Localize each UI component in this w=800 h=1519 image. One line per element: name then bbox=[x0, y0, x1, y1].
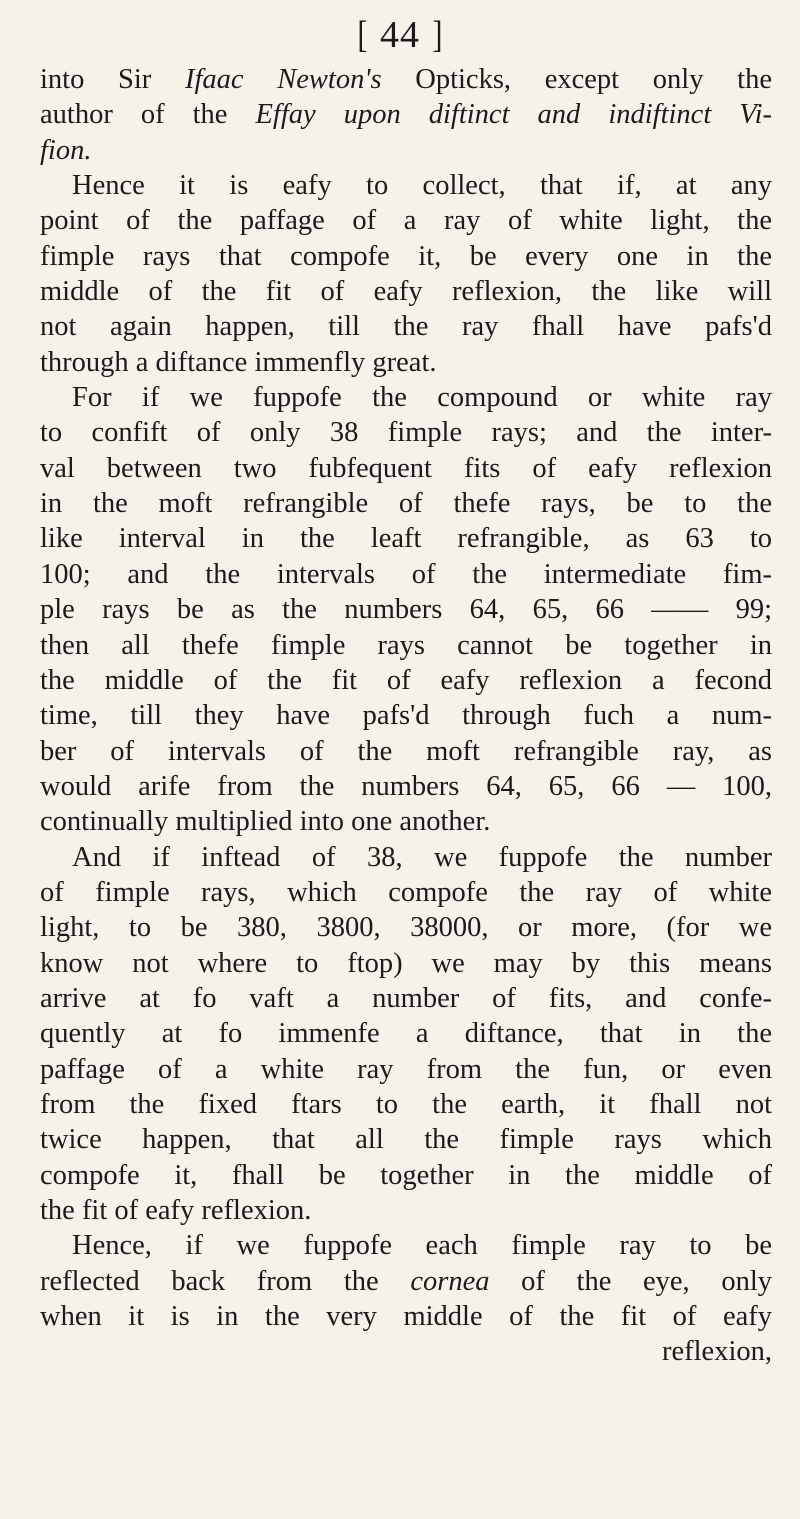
text-line: author of the Effay upon diftinct and indiftinct Vi- bbox=[40, 99, 772, 131]
text-line: 100; and the intervals of the intermediate fim- bbox=[40, 558, 772, 590]
text-line: of fimple rays, which compofe the ray of white bbox=[40, 876, 772, 908]
text-line: through a diftance immenfly great. bbox=[40, 346, 437, 378]
text-line: arrive at fo vaft a number of fits, and confe- bbox=[40, 982, 772, 1014]
text-line: Hence, if we fuppofe each fimple ray to be bbox=[72, 1230, 772, 1262]
text-line: middle of the fit of eafy reflexion, the like will bbox=[40, 276, 772, 308]
text-line: light, to be 380, 3800, 38000, or more, (for we bbox=[40, 912, 772, 944]
text-line: ple rays be as the numbers 64, 65, 66 —— 99; bbox=[40, 594, 772, 626]
text-line: fimple rays that compofe it, be every one in the bbox=[40, 240, 772, 272]
page-number bbox=[0, 12, 800, 58]
text-line: from the fixed ftars to the earth, it fhall not bbox=[40, 1088, 772, 1120]
text-line: For if we fuppofe the compound or white ray bbox=[72, 382, 772, 414]
text-line: in the moft refrangible of thefe rays, be to the bbox=[40, 488, 772, 520]
left-bracket: [ bbox=[357, 14, 369, 56]
text-line: to confift of only 38 fimple rays; and the inter- bbox=[40, 417, 772, 449]
text-line: twice happen, that all the fimple rays which bbox=[40, 1124, 772, 1156]
text-line: time, till they have pafs'd through fuch a num- bbox=[40, 700, 772, 732]
text-line: paffage of a white ray from the fun, or even bbox=[40, 1053, 772, 1085]
right-bracket: ] bbox=[431, 14, 443, 56]
text-line: continually multiplied into one another. bbox=[40, 806, 491, 838]
text-line: And if inftead of 38, we fuppofe the number bbox=[72, 841, 772, 873]
text-line: point of the paffage of a ray of white light, the bbox=[40, 205, 772, 237]
text-line: reflected back from the cornea of the eye, only bbox=[40, 1265, 772, 1297]
text-line: val between two fubfequent fits of eafy reflexion bbox=[40, 452, 772, 484]
text-line: then all thefe fimple rays cannot be together in bbox=[40, 629, 772, 661]
text-line: the middle of the fit of eafy reflexion a fecond bbox=[40, 664, 772, 696]
text-line: the fit of eafy reflexion. bbox=[40, 1195, 312, 1226]
page-number-value: 44 bbox=[380, 14, 420, 56]
text-line: fion. bbox=[40, 134, 92, 166]
text-line: Hence it is eafy to collect, that if, at any bbox=[72, 170, 772, 202]
text-line: would arife from the numbers 64, 65, 66 — 100, bbox=[40, 770, 772, 802]
body-text bbox=[40, 62, 772, 1370]
text-line: know not where to ftop) we may by this means bbox=[40, 947, 772, 979]
text-line: not again happen, till the ray fhall have pafs'd bbox=[40, 311, 772, 343]
text-line: like interval in the leaft refrangible, as 63 to bbox=[40, 523, 772, 555]
text-line: compofe it, fhall be together in the middle of bbox=[40, 1159, 772, 1191]
text-line: when it is in the very middle of the fit of eafy bbox=[40, 1301, 772, 1333]
text-line: into Sir Ifaac Newton's Opticks, except only the bbox=[40, 64, 772, 95]
text-line: ber of intervals of the moft refrangible ray, as bbox=[40, 735, 772, 767]
catchword: reflexion, bbox=[662, 1336, 772, 1368]
text-line: quently at fo immenfe a diftance, that in the bbox=[40, 1018, 772, 1050]
